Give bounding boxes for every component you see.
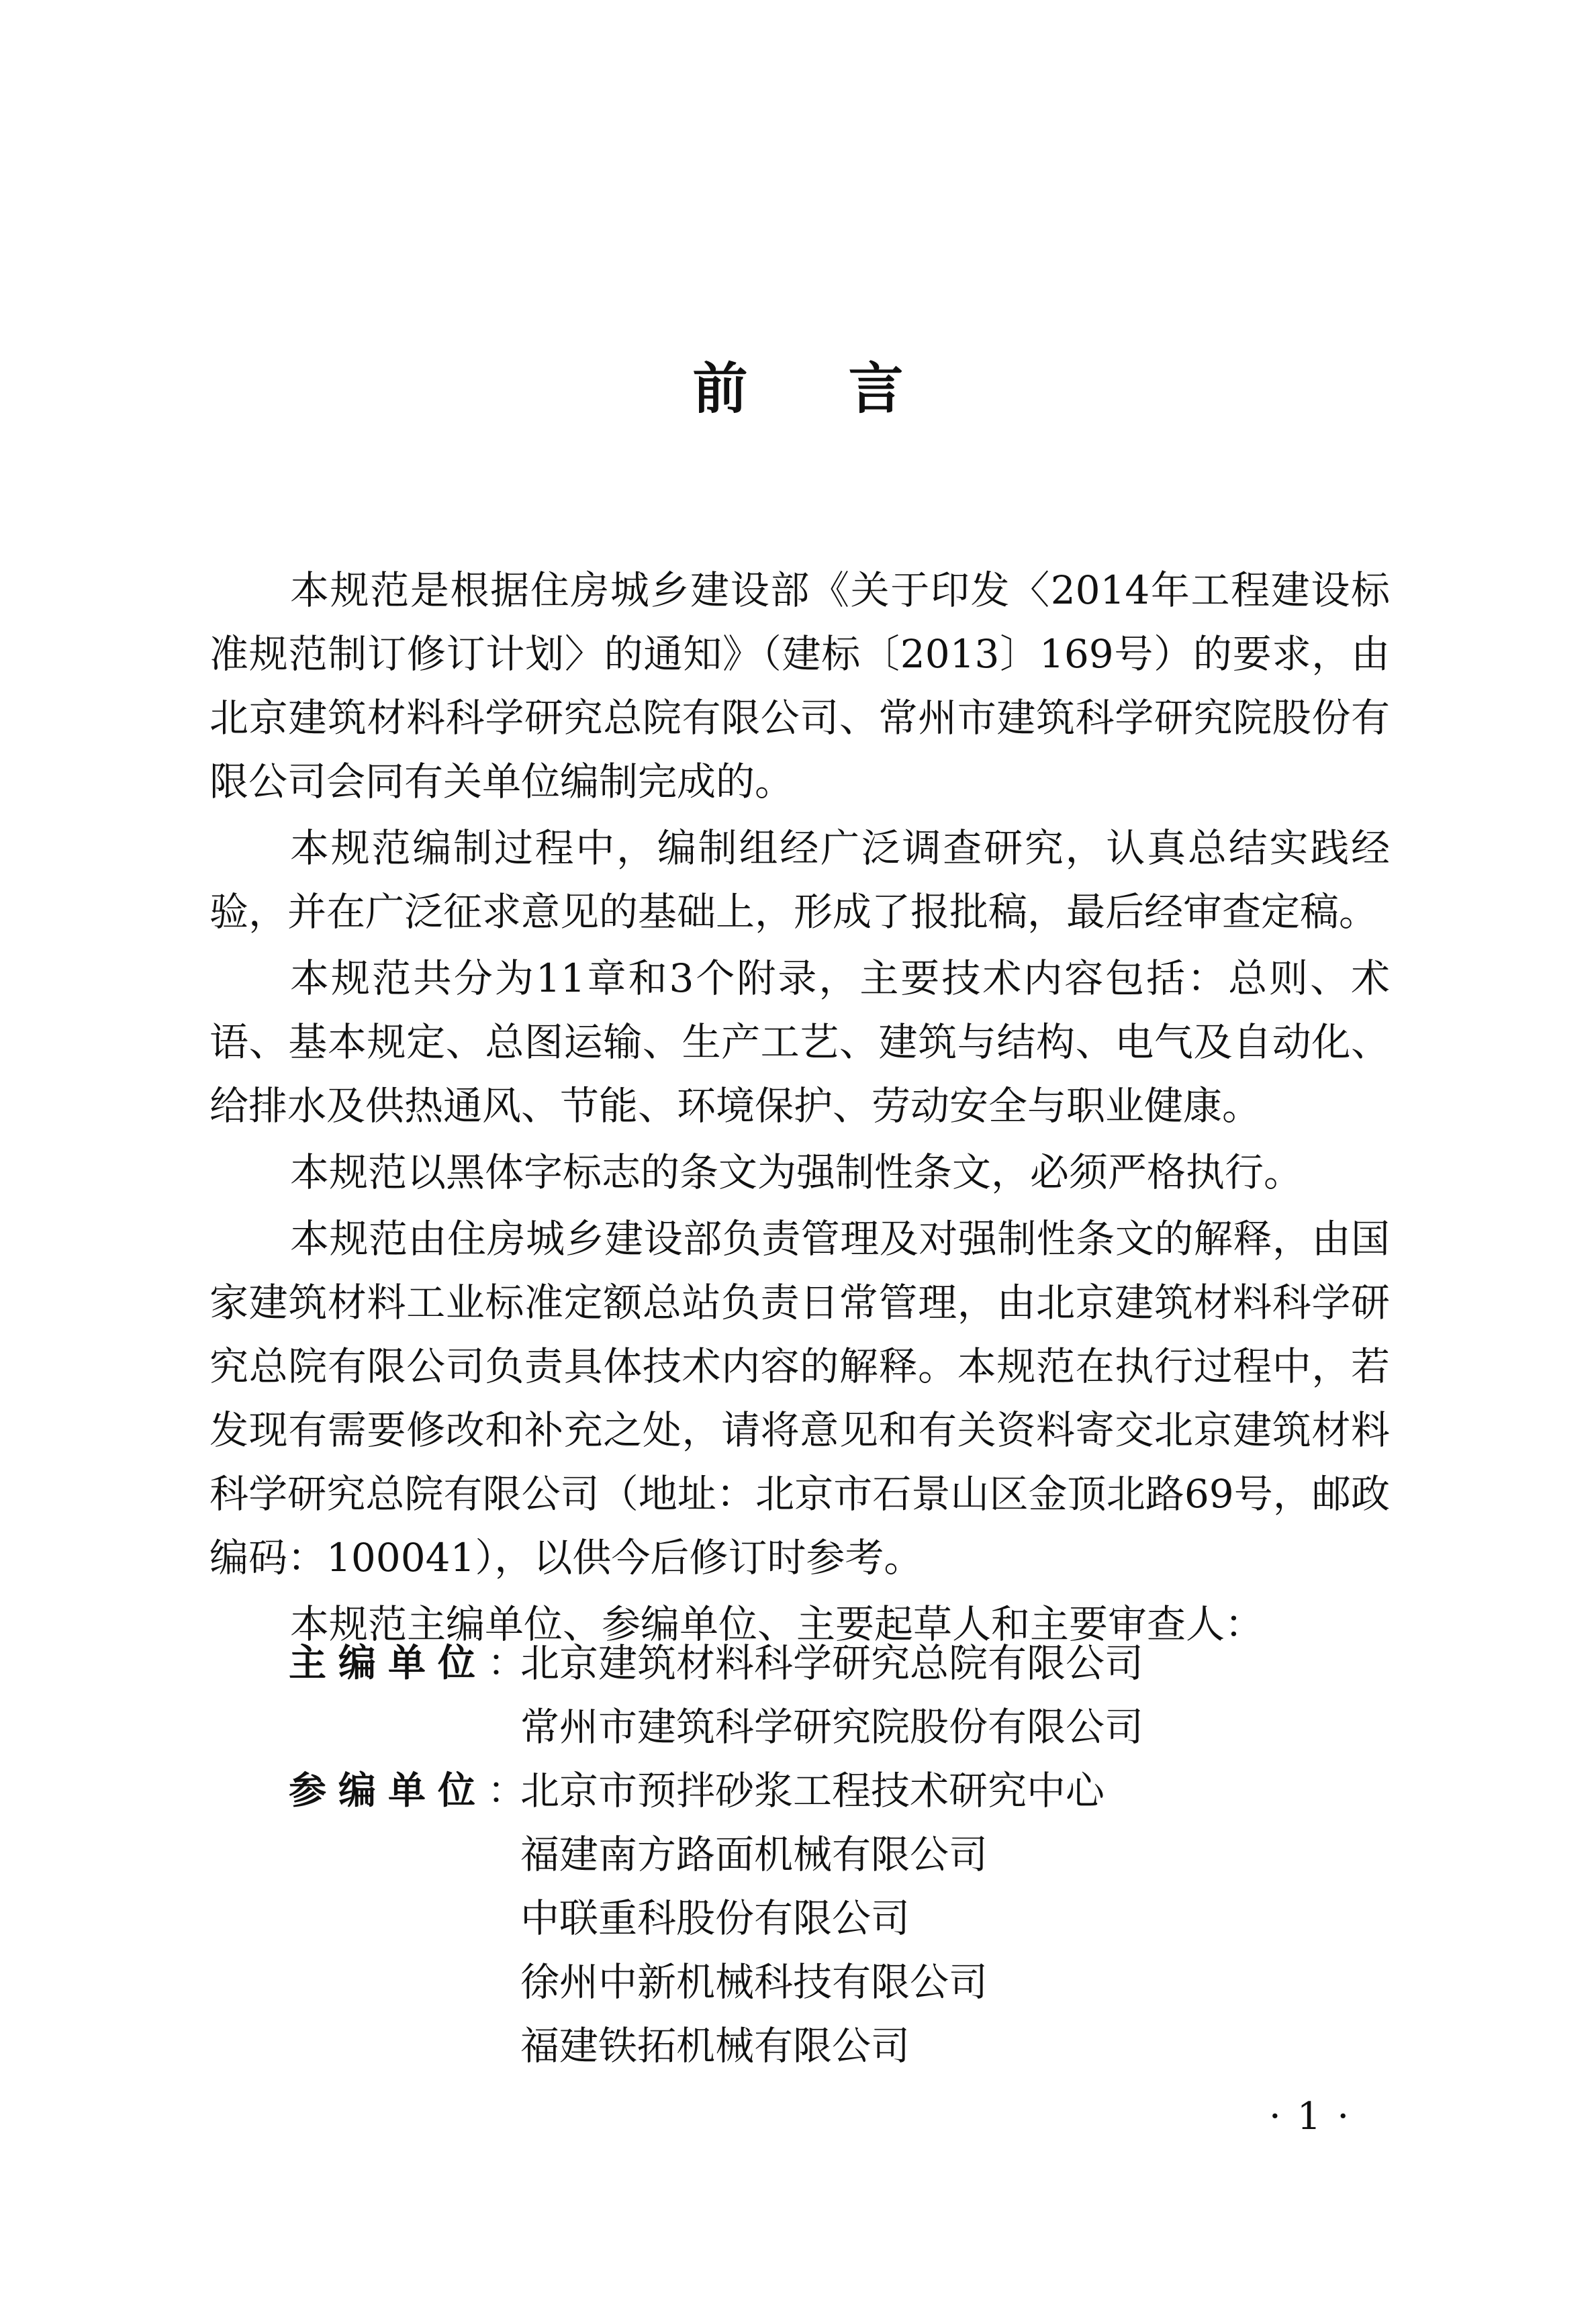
- participating-editor-colon: ：: [487, 1769, 525, 1813]
- participating-editor-label: [289, 1759, 525, 1823]
- chief-editor-group: [289, 1632, 1143, 1759]
- participating-editor-org: 福建铁拓机械有限公司: [520, 2023, 910, 2069]
- participating-editor-org: 徐州中新机械科技有限公司: [520, 1959, 988, 2005]
- chief-editor-orgs: [520, 1632, 1143, 1759]
- preface-body: [209, 559, 1390, 1659]
- participating-editor-org: 北京市预拌砂浆工程技术研究中心: [520, 1768, 1105, 1813]
- editor-list: [289, 1632, 1143, 2078]
- paragraph-contents: 本规范共分为11章和3个附录，主要技术内容包括：总则、术语、基本规定、总图运输、生产工艺、建筑与结构、电气及自动化、给排水及供热通风、节能、环境保护、劳动安全与职业健康。: [209, 955, 1390, 1129]
- paragraph-basis: 本规范是根据住房城乡建设部《关于印发〈2014年工程建设标准规范制订修订计划〉的通知》（建标〔2013〕169号）的要求，由北京建筑材料科学研究总院有限公司、常州市建筑科学研究院股份有限公司会同有关单位编制完成的。: [209, 567, 1390, 804]
- participating-editor-org: 福建南方路面机械有限公司: [520, 1832, 988, 1877]
- chief-editor-colon: ：: [487, 1642, 525, 1685]
- paragraph-mandatory: 本规范以黑体字标志的条文为强制性条文，必须严格执行。: [290, 1149, 1303, 1195]
- participating-editor-group: [289, 1759, 1143, 2078]
- page-number: ·1·: [1269, 2095, 1366, 2138]
- chief-editor-org: 北京建筑材料科学研究总院有限公司: [520, 1640, 1144, 1686]
- chief-editor-label: [289, 1632, 525, 1695]
- chief-editor-role: 主编单位: [289, 1642, 487, 1685]
- participating-editor-orgs: [520, 1759, 1105, 2078]
- paragraph-process: 本规范编制过程中，编制组经广泛调查研究，认真总结实践经验，并在广泛征求意见的基础上，形成了报批稿，最后经审查定稿。: [209, 825, 1390, 935]
- paragraph-editors-intro: 本规范主编单位、参编单位、主要起草人和主要审查人：: [290, 1601, 1264, 1647]
- page-title: 前言: [692, 357, 1004, 421]
- paragraph-management: 本规范由住房城乡建设部负责管理及对强制性条文的解释，由国家建筑材料工业标准定额总站负责日常管理，由北京建筑材料科学研究总院有限公司负责具体技术内容的解释。本规范在执行过程中，若发现有需要修改和补充之处，请将意见和有关资料寄交北京建筑材料科学研究总院有限公司（地址：北京市石景山区金顶北路69号，邮政编码：100041），以供今后修订时参考。: [209, 1216, 1390, 1580]
- chief-editor-org: 常州市建筑科学研究院股份有限公司: [520, 1704, 1144, 1750]
- participating-editor-org: 中联重科股份有限公司: [520, 1895, 910, 1941]
- participating-editor-role: 参编单位: [289, 1769, 487, 1813]
